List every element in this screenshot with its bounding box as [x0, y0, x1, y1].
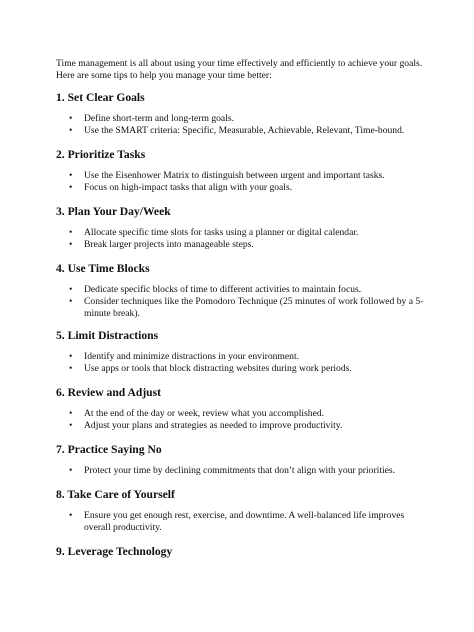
section-heading: 3. Plan Your Day/Week	[56, 205, 171, 218]
list-item	[56, 182, 428, 194]
section-review-and-adjust	[56, 386, 428, 432]
bullet-icon: •	[69, 170, 73, 181]
list-item-text: Identify and minimize distractions in your environment.	[84, 351, 300, 362]
bullet-icon: •	[69, 408, 73, 419]
section-heading: 1. Set Clear Goals	[56, 91, 145, 104]
section-prioritize-tasks	[56, 148, 428, 194]
list-item	[56, 510, 428, 534]
bullet-icon: •	[69, 284, 73, 295]
section-heading: 2. Prioritize Tasks	[56, 148, 146, 161]
list-item-text: Dedicate specific blocks of time to different activities to maintain focus.	[84, 284, 362, 295]
list-item-text: Adjust your plans and strategies as needed to improve productivity.	[84, 420, 343, 431]
section-heading: 4. Use Time Blocks	[56, 262, 150, 275]
bullet-list	[56, 113, 428, 137]
section-practice-saying-no	[56, 443, 428, 477]
list-item	[56, 113, 428, 125]
section-heading: 6. Review and Adjust	[56, 386, 162, 399]
section-use-time-blocks	[56, 262, 428, 320]
bullet-icon: •	[69, 239, 73, 250]
bullet-list	[56, 351, 428, 375]
intro-paragraph: Time management is all about using your time effectively and efficiently to achieve your goals. Here are some tips to help you manage your time better:	[56, 58, 423, 81]
section-heading: 7. Practice Saying No	[56, 443, 162, 456]
section-limit-distractions	[56, 329, 428, 375]
list-item-text: Ensure you get enough rest, exercise, and downtime. A well-balanced life improves overall productivity.	[84, 510, 405, 533]
bullet-list	[56, 170, 428, 194]
bullet-icon: •	[69, 113, 73, 124]
list-item-text: Use the Eisenhower Matrix to distinguish between urgent and important tasks.	[84, 170, 385, 181]
section-leverage-technology	[56, 545, 428, 559]
bullet-list	[56, 465, 428, 477]
list-item	[56, 465, 428, 477]
list-item	[56, 420, 428, 432]
list-item	[56, 296, 428, 320]
bullet-list	[56, 408, 428, 432]
list-item-text: At the end of the day or week, review what you accomplished.	[84, 408, 325, 419]
section-set-clear-goals	[56, 91, 428, 137]
bullet-icon: •	[69, 351, 73, 362]
bullet-list	[56, 284, 428, 320]
list-item-text: Define short-term and long-term goals.	[84, 113, 234, 124]
bullet-icon: •	[69, 125, 73, 136]
list-item	[56, 351, 428, 363]
bullet-icon: •	[69, 227, 73, 238]
list-item	[56, 363, 428, 375]
list-item	[56, 227, 428, 239]
bullet-list	[56, 510, 428, 534]
list-item-text: Break larger projects into manageable steps.	[84, 239, 254, 250]
bullet-icon: •	[69, 510, 73, 521]
list-item-text: Use the SMART criteria: Specific, Measurable, Achievable, Relevant, Time-bound.	[84, 125, 405, 136]
section-plan-your-day	[56, 205, 428, 251]
list-item-text: Use apps or tools that block distracting websites during work periods.	[84, 363, 352, 374]
section-heading: 5. Limit Distractions	[56, 329, 159, 342]
bullet-icon: •	[69, 363, 73, 374]
list-item	[56, 125, 428, 137]
list-item	[56, 239, 428, 251]
bullet-list	[56, 227, 428, 251]
list-item-text: Focus on high-impact tasks that align with your goals.	[84, 182, 293, 193]
bullet-icon: •	[69, 296, 73, 307]
list-item-text: Protect your time by declining commitments that don’t align with your priorities.	[84, 465, 396, 476]
section-heading: 8. Take Care of Yourself	[56, 488, 175, 501]
section-take-care-of-yourself	[56, 488, 428, 534]
bullet-icon: •	[69, 182, 73, 193]
list-item	[56, 170, 428, 182]
list-item	[56, 284, 428, 296]
bullet-icon: •	[69, 465, 73, 476]
list-item-text: Allocate specific time slots for tasks using a planner or digital calendar.	[84, 227, 359, 238]
list-item-text: Consider techniques like the Pomodoro Technique (25 minutes of work followed by a 5-minute break).	[84, 296, 424, 319]
section-heading: 9. Leverage Technology	[56, 545, 173, 558]
bullet-icon: •	[69, 420, 73, 431]
list-item	[56, 408, 428, 420]
